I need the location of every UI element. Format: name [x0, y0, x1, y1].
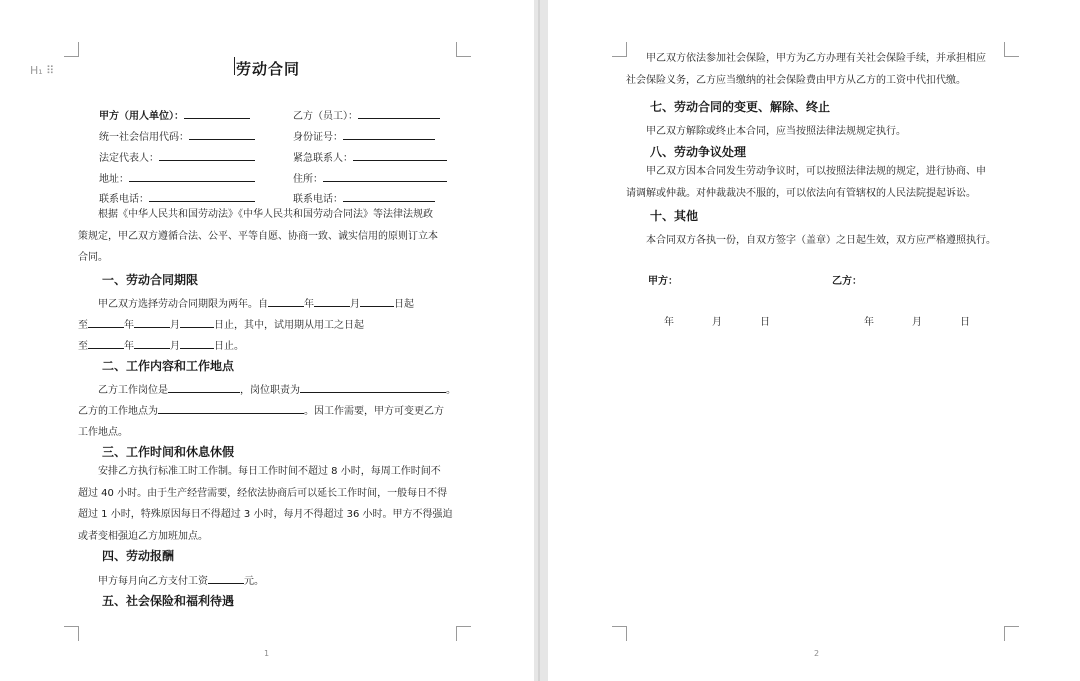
term-line-1[interactable]: [98, 295, 414, 310]
margin-corner-mark: [456, 42, 471, 57]
salary-text: 甲方每月向乙方支付工资: [98, 576, 208, 587]
margin-corner-mark: [612, 626, 627, 641]
phone-a-label: 联系电话：: [99, 194, 149, 205]
term-text: 日止。: [214, 341, 244, 352]
legal-rep-field[interactable]: [99, 149, 255, 164]
party-a-label: 甲方（用人单位）：: [99, 111, 184, 122]
date-month-a: 月: [712, 317, 722, 328]
job-text: 。因工作需要，甲方可变更乙方: [304, 406, 444, 417]
party-a-field[interactable]: [99, 107, 250, 122]
intro-paragraph[interactable]: [78, 204, 462, 269]
section-heading[interactable]: 三、工作时间和休息休假: [102, 445, 235, 459]
term-text: 至: [78, 341, 88, 352]
job-line-3[interactable]: 工作地点。: [78, 427, 128, 438]
term-text: 至: [78, 320, 88, 331]
paragraph-line: 甲乙双方因本合同发生劳动争议时，可以按照法律法规的规定，进行协商、申: [646, 166, 986, 177]
address-blank[interactable]: [129, 171, 255, 182]
date-day-b: 日: [960, 317, 970, 328]
month-blank[interactable]: [134, 338, 170, 349]
id-number-blank[interactable]: [343, 129, 435, 140]
margin-corner-mark: [1004, 626, 1019, 641]
intro-line: 合同。: [78, 252, 108, 263]
credit-code-label: 统一社会信用代码：: [99, 132, 189, 143]
signature-party-a[interactable]: 甲方：: [648, 276, 678, 287]
date-month-b: 月: [912, 317, 922, 328]
month-label: 月: [170, 320, 180, 331]
year-label: 年: [124, 320, 134, 331]
section-heading[interactable]: 十、其他: [650, 209, 699, 223]
job-text: 。: [446, 385, 456, 396]
phone-a-blank[interactable]: [149, 191, 255, 202]
page-gap: [534, 0, 548, 681]
year-blank[interactable]: [88, 317, 124, 328]
salary-text: 元。: [244, 576, 264, 587]
id-number-label: 身份证号：: [293, 132, 343, 143]
year-label: 年: [124, 341, 134, 352]
duties-blank[interactable]: [300, 382, 446, 393]
month-label: 月: [350, 299, 360, 310]
working-hours-paragraph[interactable]: [78, 461, 462, 547]
section-heading[interactable]: 二、工作内容和工作地点: [102, 359, 235, 373]
page-number: 2: [814, 649, 820, 658]
phone-b-blank[interactable]: [343, 191, 435, 202]
emergency-contact-label: 紧急联系人：: [293, 153, 353, 164]
salary-line[interactable]: [98, 572, 264, 587]
work-location-blank[interactable]: [158, 403, 304, 414]
year-label: 年: [304, 299, 314, 310]
date-day-a: 日: [760, 317, 770, 328]
month-label: 月: [170, 341, 180, 352]
party-b-blank[interactable]: [358, 108, 440, 119]
legal-rep-blank[interactable]: [159, 150, 255, 161]
phone-b-field[interactable]: [293, 190, 435, 205]
year-blank[interactable]: [268, 296, 304, 307]
phone-a-field[interactable]: [99, 190, 255, 205]
paragraph-line: 社会保险义务，乙方应当缴纳的社会保险费由甲方从乙方的工资中代扣代缴。: [626, 75, 966, 86]
margin-corner-mark: [64, 42, 79, 57]
section-heading[interactable]: 一、劳动合同期限: [102, 273, 199, 287]
term-line-2[interactable]: [78, 316, 364, 331]
emergency-contact-field[interactable]: [293, 149, 447, 164]
section-heading[interactable]: 四、劳动报酬: [102, 549, 175, 563]
job-text: 乙方的工作地点为: [78, 406, 158, 417]
signature-party-b[interactable]: 乙方：: [832, 276, 862, 287]
term-text: 日止，其中，试用期从用工之日起: [214, 320, 364, 331]
document-page-2[interactable]: [548, 0, 1080, 681]
term-text: 日起: [394, 299, 414, 310]
heading-style-marker[interactable]: H₁ ⠿: [30, 64, 55, 77]
residence-field[interactable]: [293, 170, 447, 185]
other-text[interactable]: 本合同双方各执一份，自双方签字（盖章）之日起生效，双方应严格遵照执行。: [646, 235, 996, 246]
month-blank[interactable]: [134, 317, 170, 328]
termination-text[interactable]: 甲乙双方解除或终止本合同，应当按照法律法规规定执行。: [646, 126, 906, 137]
margin-corner-mark: [612, 42, 627, 57]
intro-line: 根据《中华人民共和国劳动法》《中华人民共和国劳动合同法》等法律法规政: [98, 209, 433, 220]
document-title[interactable]: 劳动合同: [236, 60, 301, 78]
position-blank[interactable]: [168, 382, 240, 393]
credit-code-blank[interactable]: [189, 129, 255, 140]
emergency-contact-blank[interactable]: [353, 150, 447, 161]
year-blank[interactable]: [88, 338, 124, 349]
document-page-1[interactable]: [0, 0, 534, 681]
text-cursor: [234, 57, 235, 75]
paragraph-line: 请调解或仲裁。对仲裁裁决不服的，可以依法向有管辖权的人民法院提起诉讼。: [626, 187, 976, 199]
month-blank[interactable]: [314, 296, 350, 307]
paragraph-line: 超过 40 小时。由于生产经营需要，经依法协商后可以延长工作时间，一般每日不得: [78, 487, 448, 499]
insurance-paragraph[interactable]: [626, 48, 1010, 92]
credit-code-field[interactable]: [99, 128, 255, 143]
residence-label: 住所：: [293, 174, 323, 185]
date-year-a: 年: [664, 317, 674, 328]
party-b-label: 乙方（员工）：: [293, 111, 358, 122]
section-heading[interactable]: 八、劳动争议处理: [650, 145, 747, 159]
party-a-blank[interactable]: [184, 108, 250, 119]
paragraph-line: 甲乙双方依法参加社会保险，甲方为乙方办理有关社会保险手续，并承担相应: [646, 53, 986, 64]
job-text: 乙方工作岗位是: [98, 385, 168, 396]
job-text: ，岗位职责为: [240, 385, 300, 396]
day-blank[interactable]: [180, 338, 214, 349]
page-number: 1: [264, 649, 270, 658]
paragraph-line: 超过 1 小时，特殊原因每日不得超过 3 小时，每月不得超过 36 小时。甲方不得强迫: [78, 509, 453, 520]
address-field[interactable]: [99, 170, 255, 185]
margin-corner-mark: [456, 626, 471, 641]
job-line-1[interactable]: [98, 381, 456, 396]
party-b-field[interactable]: [293, 107, 440, 122]
intro-line: 策规定，甲乙双方遵循合法、公平、平等自愿、协商一致、诚实信用的原则订立本: [78, 230, 438, 242]
salary-blank[interactable]: [208, 573, 244, 584]
paragraph-line: 或者变相强迫乙方加班加点。: [78, 530, 208, 542]
job-line-2[interactable]: [78, 402, 444, 417]
legal-rep-label: 法定代表人：: [99, 153, 159, 164]
id-number-field[interactable]: [293, 128, 435, 143]
dispute-paragraph[interactable]: [626, 161, 1010, 204]
section-heading[interactable]: 五、社会保险和福利待遇: [102, 594, 235, 608]
date-year-b: 年: [864, 317, 874, 328]
residence-blank[interactable]: [323, 171, 447, 182]
paragraph-line: 安排乙方执行标准工时工作制。每日工作时间不超过 8 小时，每周工作时间不: [98, 466, 441, 477]
margin-corner-mark: [64, 626, 79, 641]
term-line-3[interactable]: [78, 337, 244, 352]
day-blank[interactable]: [180, 317, 214, 328]
term-text: 甲乙双方选择劳动合同期限为两年。自: [98, 299, 268, 310]
day-blank[interactable]: [360, 296, 394, 307]
section-heading[interactable]: 七、劳动合同的变更、解除、终止: [650, 100, 831, 114]
page-divider: [538, 0, 540, 681]
phone-b-label: 联系电话：: [293, 194, 343, 205]
address-label: 地址：: [99, 174, 129, 185]
